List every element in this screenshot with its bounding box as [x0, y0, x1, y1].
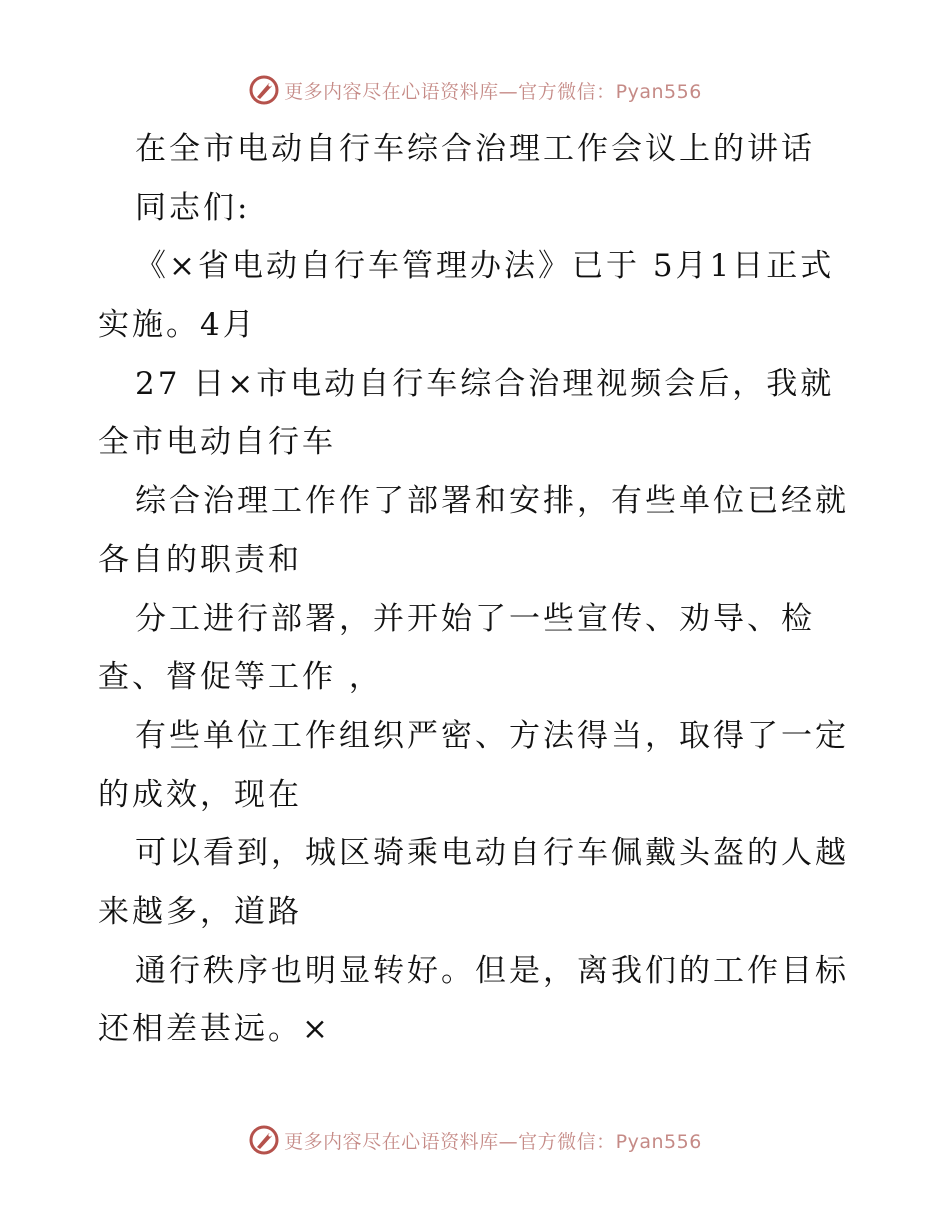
banner-text: 更多内容尽在心语资料库—官方微信：Pyan556 [284, 1130, 702, 1153]
header-banner [0, 70, 950, 110]
paragraph-line: 的成效，现在 [98, 776, 302, 813]
paragraph-line: 综合治理工作作了部署和安排，有些单位已经就 [135, 483, 849, 520]
paragraph-line: 有些单位工作组织严密、方法得当，取得了一定 [135, 717, 849, 754]
paragraph-line: 分工进行部署，并开始了一些宣传、劝导、检 [135, 600, 815, 637]
paragraph-line: 查、督促等工作 ， [98, 659, 383, 696]
paragraph-line: 各自的职责和 [98, 541, 302, 578]
document-body [98, 120, 858, 1059]
speech-title: 在全市电动自行车综合治理工作会议上的讲话 [135, 131, 815, 167]
paragraph-line: 通行秩序也明显转好。但是，离我们的工作目标 [135, 952, 849, 989]
paragraph-line: 《×省电动自行车管理办法》已于 5月1日正式 [135, 248, 835, 285]
paragraph-line: 全市电动自行车 [98, 424, 336, 461]
paragraph-line: 实施。4月 [98, 307, 257, 344]
paragraph-line: 来越多，道路 [98, 893, 302, 930]
salutation: 同志们: [135, 189, 251, 226]
paragraph-line: 27 日×市电动自行车综合治理视频会后，我就 [135, 365, 835, 402]
footer-banner [0, 1120, 950, 1160]
banner-text: 更多内容尽在心语资料库—官方微信：Pyan556 [284, 80, 702, 103]
paragraph-line: 还相差甚远。× [98, 1011, 331, 1048]
pen-nib-logo-icon [248, 74, 280, 106]
paragraph-line: 可以看到，城区骑乘电动自行车佩戴头盔的人越 [135, 835, 849, 872]
pen-nib-logo-icon [248, 1124, 280, 1156]
